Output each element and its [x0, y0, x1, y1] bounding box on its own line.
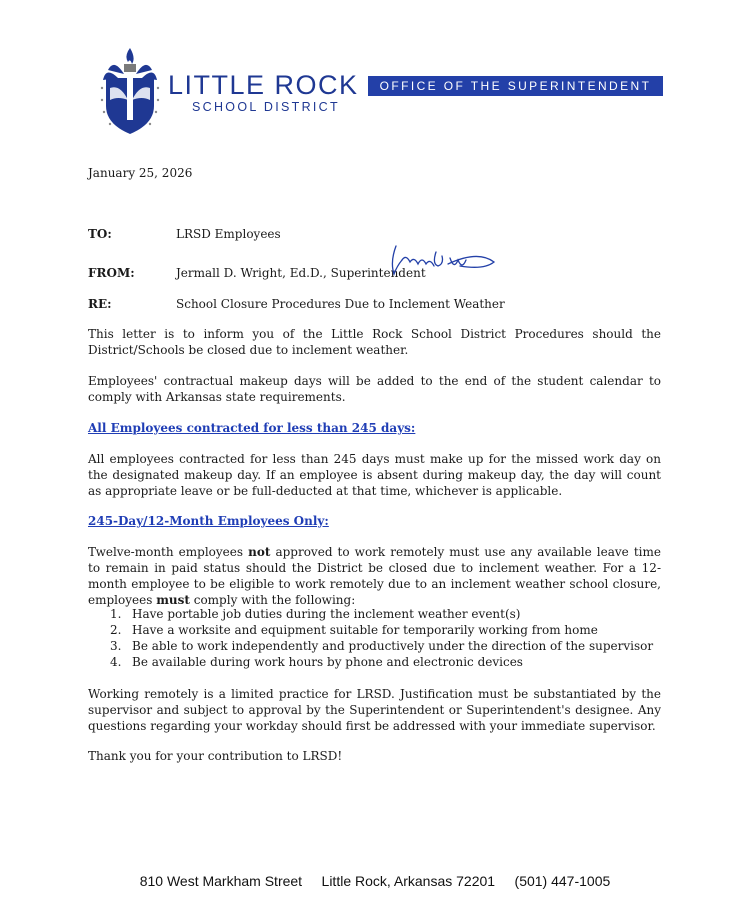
from-label: FROM:: [88, 266, 135, 280]
district-name: LITTLE ROCK: [168, 70, 359, 100]
paragraph-thanks: Thank you for your contribution to LRSD!: [88, 749, 343, 763]
list-item: 3. Be able to work independently and productively under the direction of the supervisor: [110, 639, 654, 653]
requirements-list: [88, 606, 653, 670]
to-label: TO:: [88, 227, 112, 241]
re-label: RE:: [88, 297, 112, 311]
list-item: 2. Have a worksite and equipment suitable for temporarily working from home: [110, 623, 598, 637]
footer-address: 810 West Markham Street: [139, 873, 303, 889]
signature-icon: [388, 242, 498, 278]
heading-less-than-245: All Employees contracted for less than 245 days:: [88, 421, 416, 435]
paragraph-12-month: Twelve-month employees not approved to work remotely must use any available leave time to remain in paid status should the District be closed due to inclement weather. For a 12-month employee to be eligible to work remotely due to an inclement weather school closure, employees must comply with the following:: [88, 545, 661, 607]
brand-block: [168, 70, 359, 114]
re-value: School Closure Procedures Due to Inclement Weather: [176, 297, 505, 311]
paragraph-less-than-245: All employees contracted for less than 245 days must make up for the missed work day on the designated makeup day. If an employee is absent during makeup day, the day will count as appropriate leave or be full-deducted at that time, whichever is applicable.: [88, 452, 661, 498]
district-logo-icon: [100, 44, 160, 136]
from-value: Jermall D. Wright, Ed.D., Superintendent: [176, 266, 426, 280]
footer-phone: (501) 447-1005: [514, 873, 611, 889]
paragraph-makeup-days: Employees' contractual makeup days will be added to the end of the student calendar to comply with Arkansas state requirements.: [88, 374, 661, 404]
list-item: 4. Be available during work hours by phone and electronic devices: [110, 655, 523, 669]
memo-date: January 25, 2026: [88, 166, 193, 180]
district-subtitle: SCHOOL DISTRICT: [192, 100, 340, 114]
footer-city: Little Rock, Arkansas 72201: [321, 873, 496, 889]
office-banner: OFFICE OF THE SUPERINTENDENT: [368, 76, 663, 96]
list-item: 1. Have portable job duties during the inclement weather event(s): [110, 607, 521, 621]
paragraph-intro: This letter is to inform you of the Little Rock School District Procedures should the District/Schools be closed due to inclement weather.: [88, 327, 661, 357]
paragraph-remote-policy: Working remotely is a limited practice for LRSD. Justification must be substantiated by the supervisor and subject to approval by the Superintendent or Superintendent's designee. Any questions regarding your workday should first be addressed with your immediate supervisor.: [88, 687, 661, 733]
heading-12-month: 245-Day/12-Month Employees Only:: [88, 514, 329, 528]
footer-contact: [0, 873, 750, 889]
to-value: LRSD Employees: [176, 227, 281, 241]
